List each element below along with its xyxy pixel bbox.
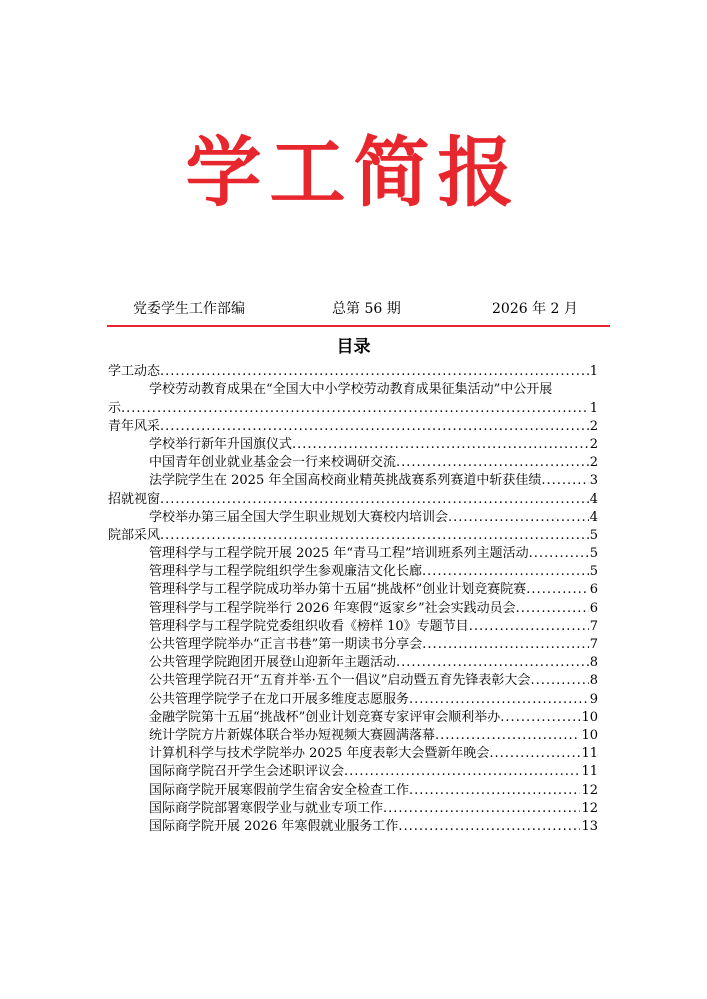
- toc-page-number: 4: [589, 491, 598, 507]
- toc-page-number: 12: [581, 800, 598, 816]
- toc-section-heading[interactable]: 招就视窗 ..... 4: [108, 490, 598, 508]
- toc-entry[interactable]: 国际商学院部署寒假学业与就业专项工作 ..... 12: [108, 800, 598, 818]
- toc-section-heading[interactable]: 院部采风 ..... 5: [108, 527, 598, 545]
- issue-number: 总第 56 期: [332, 301, 401, 317]
- toc-entry[interactable]: 公共管理学院召开“五育并举·五个一倡议”启动暨五育先锋表彰大会 ..... 8: [108, 672, 598, 690]
- toc-page-number: 4: [589, 509, 598, 525]
- toc-page-number: 6: [589, 600, 598, 616]
- toc-page-number: 13: [581, 818, 598, 834]
- toc-entry[interactable]: 国际商学院开展 2026 年寒假就业服务工作 ..... 13: [108, 818, 598, 836]
- toc-page-number: 1: [589, 364, 598, 380]
- toc-page-number: 7: [589, 637, 598, 652]
- header-divider: [107, 325, 610, 327]
- toc-entry[interactable]: 公共管理学院举办“正言书巷”第一期读书分享会 ..... 7: [108, 636, 598, 654]
- toc-page-number: 3: [589, 473, 598, 489]
- toc-entry[interactable]: 管理科学与工程学院党委组织收看《榜样 10》专题节目 ..... 7: [108, 618, 598, 636]
- toc-entry[interactable]: 学校举行新年升国旗仪式 ..... 2: [108, 436, 598, 454]
- toc-title: 目录: [336, 337, 371, 357]
- toc-page-number: 12: [581, 782, 598, 798]
- toc-page-number: 5: [589, 546, 598, 562]
- toc-entry[interactable]: 法学院学生在 2025 年全国高校商业精英挑战赛系列赛道中斩获佳绩 ..... 3: [108, 472, 598, 490]
- toc-entry[interactable]: 金融学院第十五届“挑战杯”创业计划竞赛专家评审会顺利举办 ..... 10: [108, 709, 598, 727]
- toc-page-number: 9: [589, 691, 598, 707]
- toc-entry[interactable]: 统计学院方片新媒体联合举办短视频大赛圆满落幕 ..... 10: [108, 727, 598, 745]
- toc-section-heading[interactable]: 青年风采 ..... 2: [108, 418, 598, 436]
- toc-page-number: 11: [581, 764, 598, 780]
- toc-entry[interactable]: 国际商学院开展寒假前学生宿舍安全检查工作 ..... 12: [108, 781, 598, 799]
- toc-entry[interactable]: 学校劳动教育成果在“全国大中小学校劳动教育成果征集活动”中公开展: [149, 382, 553, 398]
- issue-date: 2026 年 2 月: [492, 301, 578, 317]
- toc-page-number: 2: [589, 436, 598, 452]
- toc-page-number: 8: [589, 655, 598, 671]
- toc-page-number: 8: [589, 673, 598, 689]
- toc-page-number: 10: [581, 727, 598, 743]
- toc-page-number: 1: [589, 400, 598, 416]
- toc-entry[interactable]: 中国青年创业就业基金会一行来校调研交流 ..... 2: [108, 454, 598, 472]
- toc-page-number: 7: [589, 618, 598, 634]
- toc-entry[interactable]: 公共管理学院跑团开展登山迎新年主题活动 ..... 8: [108, 654, 598, 672]
- toc-page-number: 5: [589, 527, 598, 543]
- toc-entry[interactable]: 国际商学院召开学生会述职评议会 ..... 11: [108, 763, 598, 781]
- toc-page-number: 11: [581, 746, 598, 762]
- toc-entry[interactable]: 管理科学与工程学院组织学生参观廉洁文化长廊 ..... 5: [108, 563, 598, 581]
- toc-page-number: 2: [589, 455, 598, 471]
- toc-entry[interactable]: 管理科学与工程学院举行 2026 年寒假“返家乡”社会实践动员会 ..... 6: [108, 599, 598, 617]
- toc-section-heading[interactable]: 学工动态 ..... 1: [108, 363, 598, 381]
- toc-page-number: 6: [589, 582, 598, 598]
- toc-page-number: 2: [589, 418, 598, 434]
- toc-entry[interactable]: 计算机科学与技术学院举办 2025 年度表彰大会暨新年晚会 ..... 11: [108, 745, 598, 763]
- toc-entry[interactable]: 管理科学与工程学院成功举办第十五届“挑战杯”创业计划竞赛院赛 ..... 6: [108, 581, 598, 599]
- masthead-title: 学工简报: [185, 128, 522, 217]
- issue-info-line: [0, 298, 707, 320]
- toc-entry[interactable]: 学校举办第三届全国大学生职业规划大赛校内培训会 ..... 4: [108, 509, 598, 527]
- toc-page-number: 5: [589, 564, 598, 580]
- issue-publisher: 党委学生工作部编: [133, 301, 245, 317]
- table-of-contents: [108, 363, 598, 836]
- toc-entry-continued[interactable]: 示 ..... 1: [108, 399, 598, 417]
- toc-entry[interactable]: 管理科学与工程学院开展 2025 年“青马工程”培训班系列主题活动 ..... 5: [108, 545, 598, 563]
- toc-entry[interactable]: 公共管理学院学子在龙口开展多维度志愿服务 ..... 9: [108, 690, 598, 708]
- toc-page-number: 10: [581, 709, 598, 725]
